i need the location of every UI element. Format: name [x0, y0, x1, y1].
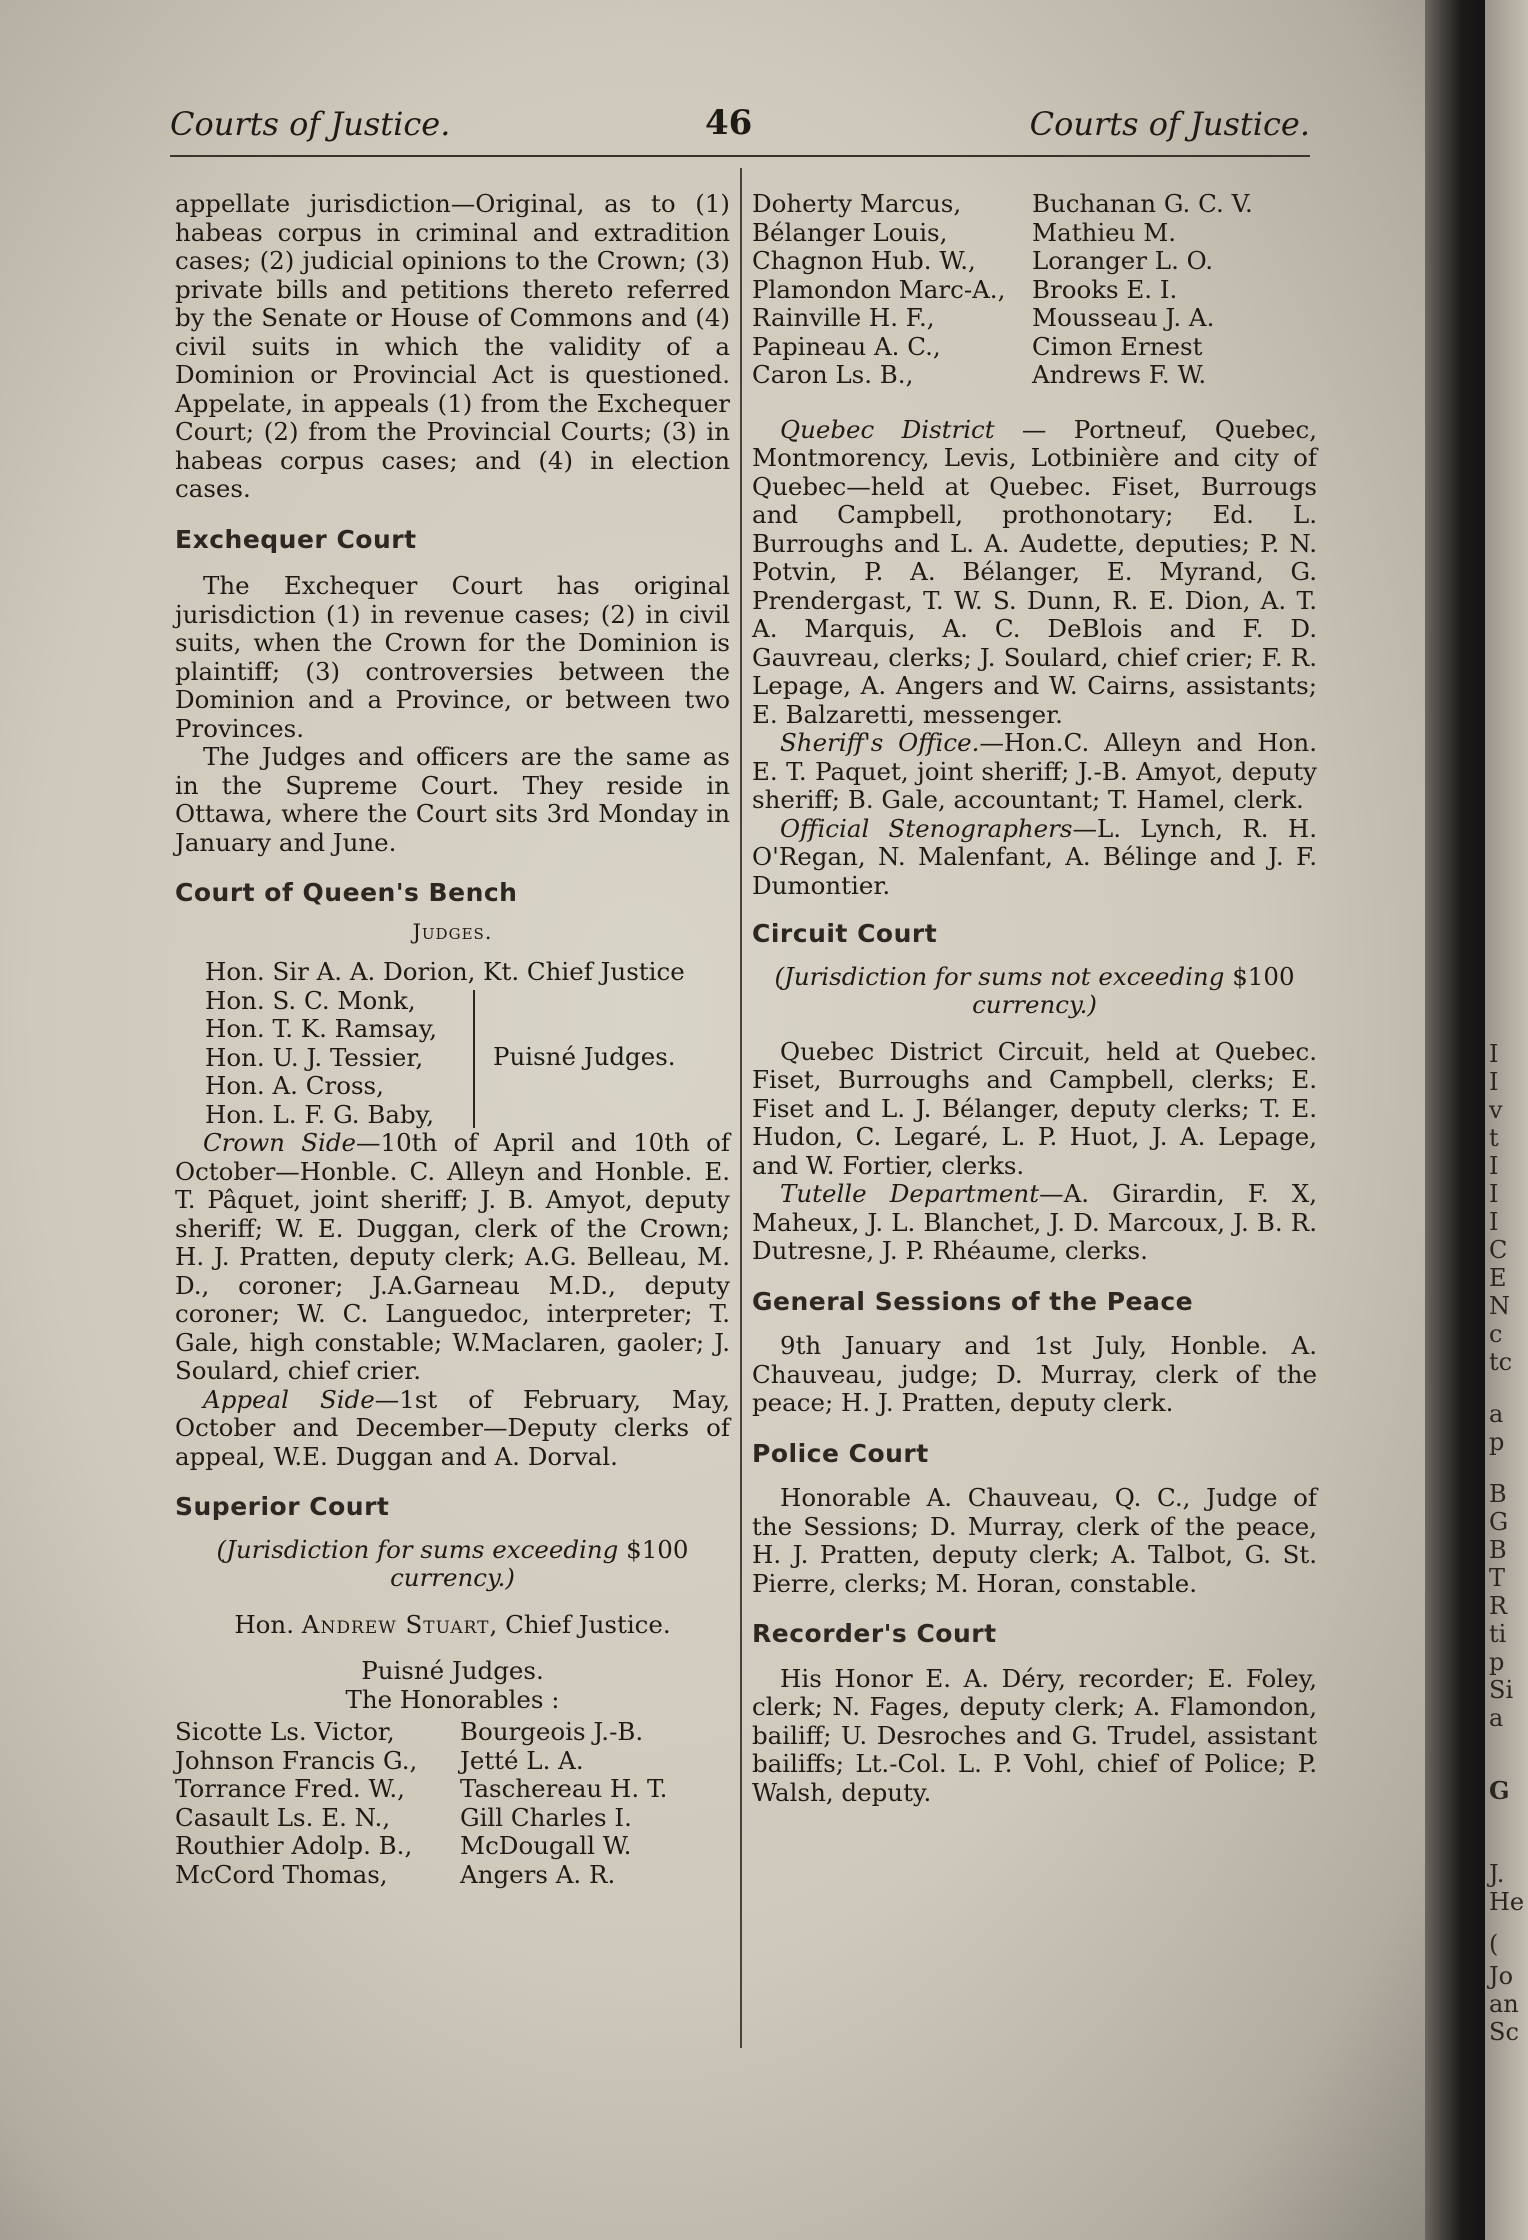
- adjacent-fragment: R: [1489, 1592, 1508, 1620]
- name-cell: Rainville H. F.,: [752, 303, 935, 332]
- name-cell: Sicotte Ls. Victor,: [175, 1717, 395, 1746]
- name-cell: Taschereau H. T.: [460, 1774, 668, 1803]
- chief-justice-suffix: , Chief Justice.: [489, 1609, 671, 1639]
- stenographers-paragraph: [752, 815, 1317, 901]
- jurisdiction-end: currency.): [972, 990, 1097, 1019]
- name-cell: Plamondon Marc-A.,: [752, 274, 1006, 304]
- name-cell: Buchanan G. C. V.: [1032, 189, 1253, 218]
- left-column: [175, 190, 730, 1889]
- adjacent-fragment: p: [1489, 1648, 1505, 1676]
- queens-bench-judges-list: [175, 958, 730, 1129]
- adjacent-fragment: p: [1489, 1428, 1505, 1456]
- general-sessions-paragraph: 9th January and 1st July, Honble. A. Chauveau, judge; D. Murray, clerk of the peace; H. J. Pratten, deputy clerk.: [752, 1331, 1317, 1417]
- quebec-district-paragraph: [752, 416, 1317, 730]
- circuit-court-paragraph: Quebec District Circuit, held at Quebec. Fiset, Burroughs and Campbell, clerks; E. Fiset and L. J. Bélanger, deputy clerks; T. E. Hudon, C. Legaré, L. P. Huot, J. A. Lepage, and W. Fortier, clerks.: [752, 1036, 1317, 1180]
- name-cell: Doherty Marcus,: [752, 189, 962, 218]
- adjacent-fragment: B: [1489, 1480, 1507, 1508]
- stenographers-text: —L. Lynch, R. H. O'Regan, N. Malenfant, A. Bélinge and J. F. Dumontier.: [752, 813, 1317, 900]
- superior-judges-names: [175, 1718, 730, 1889]
- jurisdiction-italic: (Jurisdiction for sums not exceeding: [774, 961, 1225, 991]
- appeal-side-paragraph: [175, 1386, 730, 1472]
- adjacent-fragment: c: [1489, 1320, 1503, 1348]
- chief-justice-prefix: Hon.: [234, 1609, 294, 1639]
- adjacent-fragment: Si: [1489, 1676, 1514, 1704]
- puisne-judges-title: Puisné Judges.: [361, 1656, 544, 1685]
- name-cell: Johnson Francis G.,: [175, 1745, 418, 1775]
- running-header: [170, 105, 1310, 155]
- adjacent-fragment: t: [1489, 1124, 1499, 1152]
- column-divider: [740, 168, 742, 2048]
- adjacent-fragment: E: [1489, 1264, 1507, 1292]
- appeal-side-label: Appeal Side: [203, 1384, 375, 1414]
- name-cell: Caron Ls. B.,: [752, 360, 914, 389]
- recorders-court-paragraph: His Honor E. A. Déry, recorder; E. Foley, clerk; N. Fages, deputy clerk; A. Flamondon, bailiff; U. Desroches and G. Trudel, assistant bailiffs; Lt.-Col. L. P. Vohl, chief of Police; P. Walsh, deputy.: [752, 1663, 1317, 1807]
- police-court-paragraph: Honorable A. Chauveau, Q. C., Judge of the Sessions; D. Murray, clerk of the peace, H. J. Pratten, deputy clerk; A. Talbot, G. St. Pierre, clerks; M. Horan, constable.: [752, 1483, 1317, 1598]
- tutelle-paragraph: [752, 1180, 1317, 1266]
- puisne-judges-label: Puisné Judges.: [493, 1042, 676, 1071]
- jurisdiction-amount: $100: [1232, 961, 1295, 991]
- queens-bench-heading: Court of Queen's Bench: [175, 878, 518, 907]
- adjacent-page-edge: [1485, 0, 1528, 2240]
- judge-name: Hon. L. F. G. Baby,: [205, 1099, 435, 1129]
- tutelle-label: Tutelle Department: [780, 1179, 1040, 1208]
- adjacent-fragment: I: [1489, 1068, 1499, 1096]
- adjacent-fragment: I: [1489, 1208, 1499, 1236]
- name-cell: Casault Ls. E. N.,: [175, 1802, 391, 1832]
- adjacent-fragment: I: [1489, 1180, 1499, 1208]
- judge-name: Hon. U. J. Tessier,: [205, 1042, 424, 1072]
- quebec-district-text: — Portneuf, Quebec, Montmorency, Levis, Lotbinière and city of Quebec—held at Quebec. Fiset, Burrougs and Campbell, prothonotary; Ed. L. Burroughs and L. A. Audette, deputies; P. N. Potvin, P. A. Bélanger, E. Myrand, G. Prendergast, T. W. S. Dunn, R. E. Dion, A. T. A. Marquis, A. C. DeBlois and F. D. Gauvreau, clerks; J. Soulard, chief crier; F. R. Lepage, A. Angers and W. Cairns, assistants; E. Balzaretti, messenger.: [752, 414, 1317, 729]
- crown-side-text: —10th of April and 10th of October—Honble. C. Alleyn and Honble. E. T. Pâquet, joint sheriff; J. B. Amyot, deputy sheriff; W. E. Duggan, clerk of the Crown; H. J. Pratten, deputy clerk; A.G. Belleau, M. D., coroner; J.A.Garneau M.D., deputy coroner; W. C. Languedoc, interpreter; T. Gale, high constable; W.Maclaren, gaoler; J. Soulard, chief crier.: [175, 1128, 730, 1385]
- name-cell: Andrews F. W.: [1032, 360, 1207, 389]
- crown-side-paragraph: [175, 1129, 730, 1386]
- adjacent-fragment: ti: [1489, 1620, 1507, 1648]
- name-cell: Chagnon Hub. W.,: [752, 246, 976, 275]
- page-number: 46: [705, 103, 753, 143]
- general-sessions-heading: General Sessions of the Peace: [752, 1286, 1194, 1316]
- name-cell: Angers A. R.: [460, 1859, 616, 1889]
- tutelle-text: —A. Girardin, F. X, Maheux, J. L. Blanchet, J. D. Marcoux, J. B. R. Dutresne, J. P. Rhéaume, clerks.: [752, 1179, 1317, 1265]
- supreme-court-jurisdiction: appellate jurisdiction—Original, as to (1) habeas corpus in criminal and extradition cases; (2) judicial opinions to the Crown; (3) private bills and petitions thereto referred by the Senate or House of Commons and (4) civil suits in which the validity of a Dominion or Provincial Act is questioned. Appelate, in appeals (1) from the Exchequer Court; (2) from the Provincial Courts; (3) in habeas corpus cases; and (4) in election cases.: [175, 189, 730, 503]
- name-cell: McCord Thomas,: [175, 1859, 388, 1889]
- quebec-district-label: Quebec District: [780, 414, 995, 444]
- chief-justice-name: Andrew Stuart: [301, 1609, 490, 1639]
- adjacent-fragment: Jo: [1489, 1962, 1514, 1990]
- adjacent-fragment: an: [1489, 1990, 1519, 2018]
- circuit-court-heading: Circuit Court: [752, 919, 938, 948]
- adjacent-fragment: C: [1489, 1236, 1508, 1264]
- adjacent-fragment: a: [1489, 1704, 1504, 1732]
- sheriff-office-label: Sheriff's Office.: [780, 728, 980, 757]
- adjacent-fragment: He: [1489, 1888, 1525, 1916]
- adjacent-fragment: I: [1489, 1152, 1499, 1180]
- jurisdiction-end: currency.): [390, 1563, 515, 1592]
- brace: [473, 990, 475, 1128]
- police-court-heading: Police Court: [752, 1438, 929, 1468]
- judge-name: Hon. S. C. Monk,: [205, 985, 416, 1015]
- adjacent-fragment: a: [1489, 1400, 1504, 1428]
- name-cell: Routhier Adolp. B.,: [175, 1831, 413, 1860]
- name-cell: Brooks E. I.: [1032, 274, 1178, 304]
- name-cell: Gill Charles I.: [460, 1802, 632, 1832]
- appeal-side-text: —1st of February, May, October and December—Deputy clerks of appeal, W.E. Duggan and A. Dorval.: [175, 1384, 730, 1471]
- adjacent-fragment: v: [1489, 1096, 1503, 1124]
- name-cell: Jetté L. A.: [460, 1745, 584, 1775]
- name-cell: Cimon Ernest: [1032, 331, 1203, 361]
- adjacent-fragment: T: [1489, 1564, 1506, 1592]
- name-cell: Papineau A. C.,: [752, 331, 941, 361]
- header-left-title: Courts of Justice.: [170, 105, 451, 143]
- adjacent-fragment: tc: [1489, 1348, 1513, 1376]
- jurisdiction-italic: (Jurisdiction for sums exceeding: [216, 1534, 619, 1564]
- circuit-court-jurisdiction: [752, 963, 1317, 1020]
- adjacent-fragment: B: [1489, 1536, 1507, 1564]
- adjacent-fragment: I: [1489, 1040, 1499, 1068]
- right-column: [752, 190, 1317, 1807]
- name-cell: Mousseau J. A.: [1032, 303, 1215, 332]
- exchequer-judges-note: The Judges and officers are the same as in the Supreme Court. They reside in Ottawa, where the Court sits 3rd Monday in January and June.: [175, 742, 730, 857]
- name-cell: Torrance Fred. W.,: [175, 1774, 405, 1803]
- adjacent-fragment: N: [1489, 1292, 1510, 1320]
- adjacent-fragment: Sc: [1489, 2018, 1519, 2046]
- chief-justice-line: [175, 1611, 730, 1640]
- name-cell: Bourgeois J.-B.: [460, 1717, 644, 1746]
- exchequer-court-heading: Exchequer Court: [175, 524, 417, 554]
- adjacent-fragment: G: [1489, 1776, 1510, 1805]
- jurisdiction-amount: $100: [626, 1534, 689, 1564]
- name-cell: McDougall W.: [460, 1831, 632, 1860]
- honorables-label: The Honorables :: [345, 1684, 560, 1714]
- header-rule: [170, 155, 1310, 157]
- exchequer-jurisdiction: The Exchequer Court has original jurisdiction (1) in revenue cases; (2) in civil suits, when the Crown for the Dominion is plaintiff; (3) controversies between the Dominion and a Province, or between two Provinces.: [175, 571, 730, 743]
- superior-judges-names-cont: [752, 190, 1317, 390]
- judge-name: Hon. A. Cross,: [205, 1071, 384, 1100]
- judge-name: Hon. T. K. Ramsay,: [205, 1014, 438, 1043]
- adjacent-fragment: G: [1489, 1508, 1509, 1536]
- adjacent-fragment: J.: [1489, 1860, 1505, 1888]
- crown-side-label: Crown Side: [203, 1128, 357, 1157]
- name-cell: Loranger L. O.: [1032, 246, 1214, 275]
- sheriff-office-text: —Hon.C. Alleyn and Hon. E. T. Paquet, joint sheriff; J.-B. Amyot, deputy sheriff; B. Gale, accountant; T. Hamel, clerk.: [752, 728, 1317, 814]
- name-cell: Bélanger Louis,: [752, 217, 948, 247]
- recorders-court-heading: Recorder's Court: [752, 1619, 997, 1648]
- book-spine-shadow: [1425, 0, 1485, 2240]
- header-right-title: Courts of Justice.: [1029, 105, 1310, 143]
- judge-name: Hon. Sir A. A. Dorion, Kt. Chief Justice: [205, 957, 685, 986]
- sheriff-office-paragraph: [752, 729, 1317, 815]
- superior-court-jurisdiction: [175, 1536, 730, 1593]
- stenographers-label: Official Stenographers: [780, 813, 1073, 843]
- adjacent-fragment: (: [1489, 1930, 1499, 1958]
- superior-court-heading: Superior Court: [175, 1492, 390, 1521]
- queens-bench-judges-label: Judges.: [412, 919, 493, 944]
- name-cell: Mathieu M.: [1032, 217, 1177, 247]
